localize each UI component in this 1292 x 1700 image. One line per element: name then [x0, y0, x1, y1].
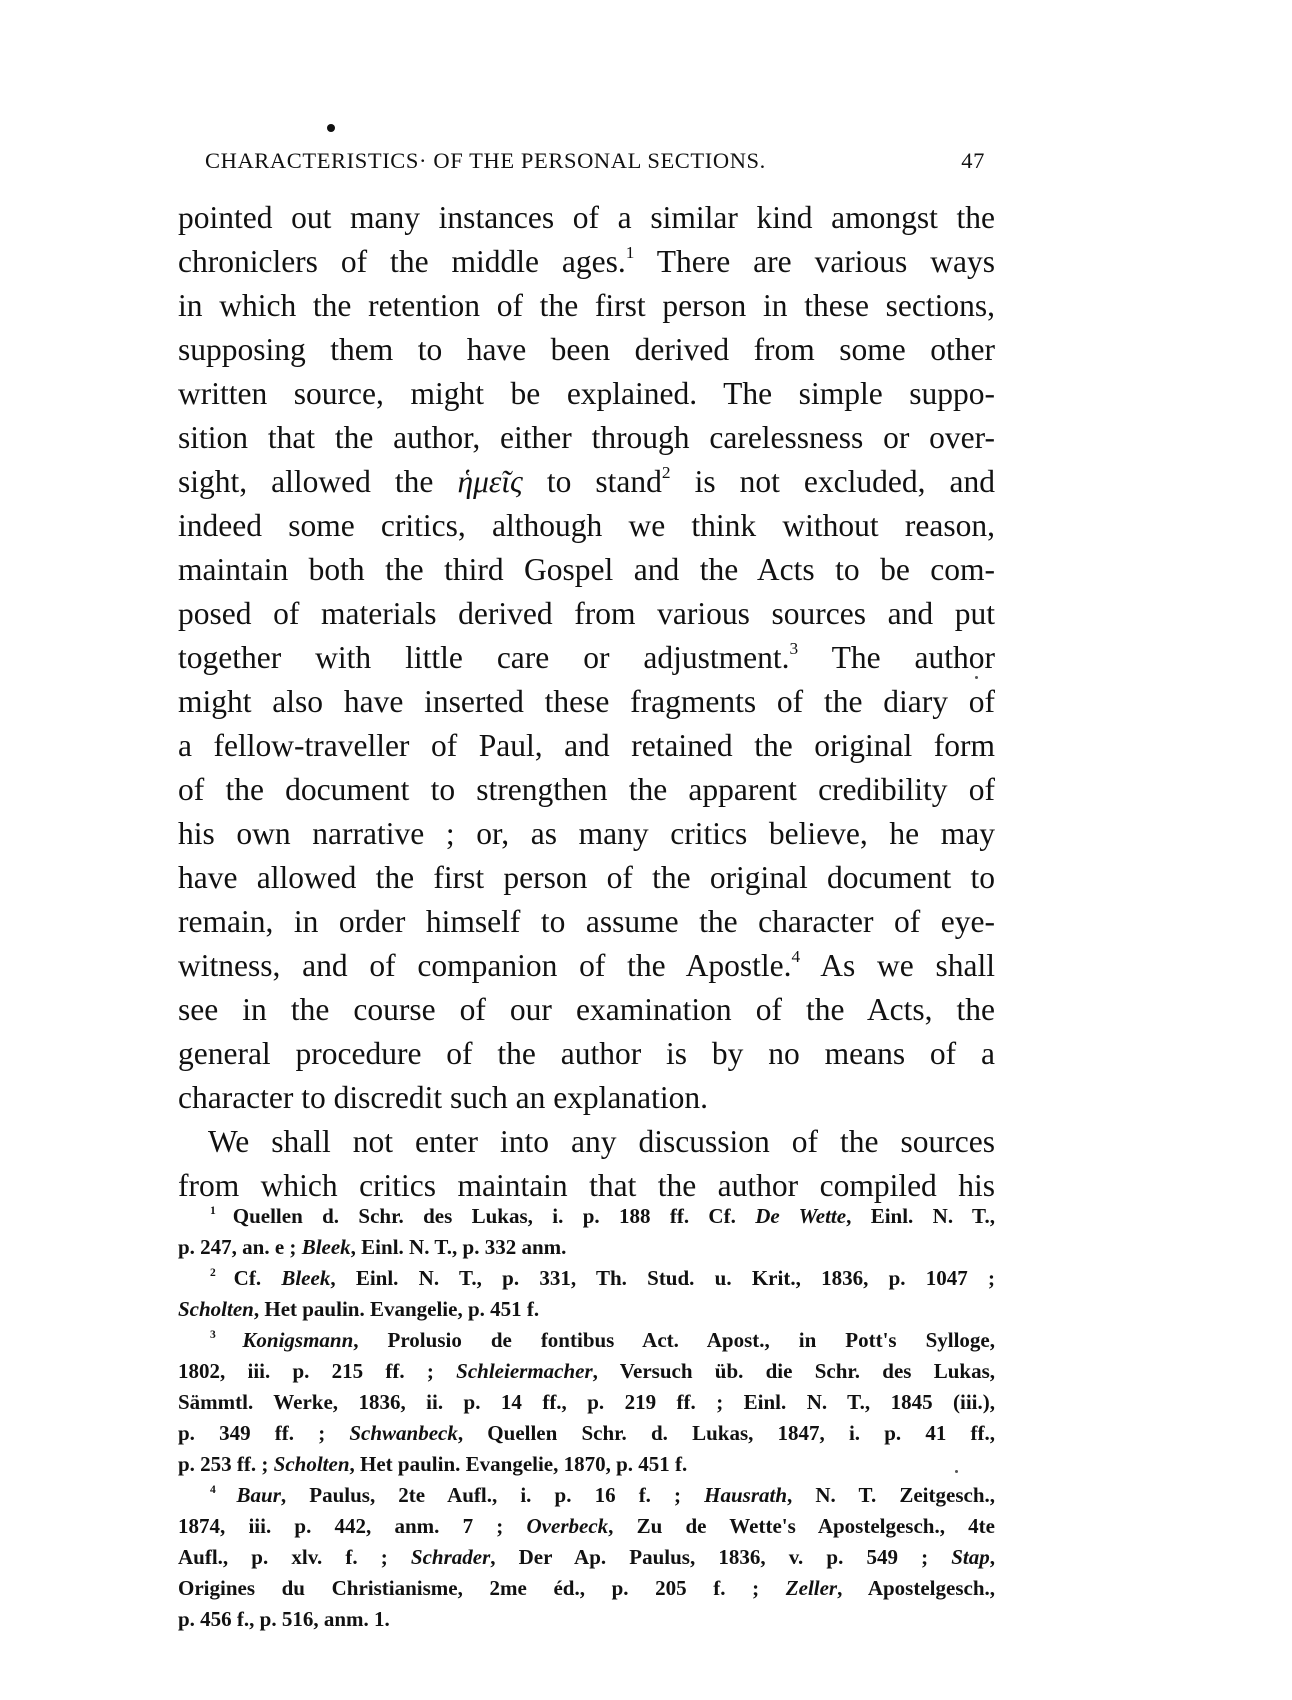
text-run: sight, allowed the [178, 464, 458, 499]
text-run: sition that the author, either through carelessness or over- [178, 420, 995, 455]
footnote-number: 4 [210, 1483, 237, 1496]
footnote-number: 1 [210, 1204, 233, 1217]
cited-author: Zeller [785, 1576, 838, 1600]
text-run: is not excluded, and [670, 464, 995, 499]
text-run: supposing them to have been derived from some other [178, 332, 995, 367]
text-run: a fellow-traveller of Paul, and retained the original form [178, 728, 995, 763]
text-line [178, 680, 995, 724]
text-line [178, 1032, 995, 1076]
footnote-line [178, 1294, 995, 1325]
text-line [178, 372, 995, 416]
text-run: from which critics maintain that the author compiled his [178, 1168, 995, 1203]
footnote-text: Sämmtl. Werke, 1836, ii. p. 14 ff., p. 219 ff. ; Einl. N. T., 1845 (iii.), [178, 1390, 995, 1414]
footnote-text: , Einl. N. T., [846, 1204, 995, 1228]
footnote-text: , Apostelgesch., [837, 1576, 995, 1600]
footnotes [178, 1201, 995, 1635]
text-run: chroniclers of the middle ages. [178, 244, 626, 279]
text-run: of the document to strengthen the apparent credibility of [178, 772, 995, 807]
text-line [178, 1076, 995, 1120]
footnote-text: , Prolusio de fontibus Act. Apost., in Pott's Sylloge, [353, 1328, 995, 1352]
text-line [178, 812, 995, 856]
text-line [178, 856, 995, 900]
footnote-ref: 1 [625, 243, 635, 263]
footnote-text: p. 456 f., p. 516, anm. 1. [178, 1607, 390, 1631]
text-line [178, 416, 995, 460]
footnote-text: Quellen d. Schr. des Lukas, i. p. 188 ff. Cf. [232, 1204, 756, 1228]
greek-word: ἡμεῖς [457, 464, 523, 499]
text-line [178, 504, 995, 548]
text-line [178, 284, 995, 328]
running-header [205, 136, 985, 172]
text-run: There are various ways [634, 244, 995, 279]
text-run: written source, might be explained. The simple suppo- [178, 376, 995, 411]
footnote-line [178, 1356, 995, 1387]
cited-author: Scholten [273, 1452, 350, 1476]
text-line [178, 636, 995, 680]
text-line [178, 196, 995, 240]
footnote-ref: 4 [791, 947, 801, 967]
text-line [178, 548, 995, 592]
text-line [178, 900, 995, 944]
cited-author: Schwanbeck [349, 1421, 458, 1445]
footnote-text: 1874, iii. p. 442, anm. 7 ; [178, 1514, 527, 1538]
text-run: character to discredit such an explanation. [178, 1080, 709, 1115]
text-run: posed of materials derived from various sources and put [178, 596, 995, 631]
footnote-line [178, 1604, 995, 1635]
cited-author: Bleek [301, 1235, 351, 1259]
footnote-line [178, 1449, 995, 1480]
footnote-text: p. 349 ff. ; [178, 1421, 350, 1445]
cited-author: Overbeck [526, 1514, 609, 1538]
cited-author: De Wette [755, 1204, 847, 1228]
footnote-line [178, 1573, 995, 1604]
footnote-text: , Quellen Schr. d. Lukas, 1847, i. p. 41 ff., [457, 1421, 995, 1445]
footnote-text: , Het paulin. Evangelie, p. 451 f. [253, 1297, 540, 1321]
footnote-line [178, 1511, 995, 1542]
footnote-ref: 2 [661, 463, 671, 483]
text-run: together with little care or adjustment. [178, 640, 790, 675]
text-run: pointed out many instances of a similar kind amongst the [178, 200, 995, 235]
text-run: see in the course of our examination of the Acts, the [178, 992, 995, 1027]
text-run: witness, and of companion of the Apostle. [178, 948, 792, 983]
footnote-text: 1802, iii. p. 215 ff. ; [178, 1359, 457, 1383]
footnote-line [178, 1387, 995, 1418]
footnote-line [178, 1325, 995, 1356]
cited-author: Hausrath [704, 1483, 788, 1507]
text-run: indeed some critics, although we think without reason, [178, 508, 995, 543]
text-line [178, 988, 995, 1032]
text-run: to stand [522, 464, 662, 499]
text-line [178, 1120, 995, 1164]
footnote-text: Aufl., p. xlv. f. ; [178, 1545, 411, 1569]
page-number: 47 [961, 148, 985, 173]
footnote-line [178, 1418, 995, 1449]
text-run: As we shall [800, 948, 995, 983]
footnote-text: , Versuch üb. die Schr. des Lukas, [592, 1359, 995, 1383]
scan-speck [955, 1470, 958, 1473]
footnote-text: , Het paulin. Evangelie, 1870, p. 451 f. [349, 1452, 688, 1476]
cited-author: Baur [236, 1483, 281, 1507]
text-run: remain, in order himself to assume the character of eye- [178, 904, 995, 939]
text-run: maintain both the third Gospel and the Acts to be com- [178, 552, 995, 587]
footnote-text: , Zu de Wette's Apostelgesch., 4te [608, 1514, 995, 1538]
body-text [178, 196, 995, 1208]
footnote-number: 3 [210, 1328, 243, 1341]
cited-author: Bleek [281, 1266, 331, 1290]
text-line [178, 944, 995, 988]
cited-author: Schleiermacher [456, 1359, 593, 1383]
scan-speck [975, 676, 978, 679]
text-line [178, 328, 995, 372]
text-line [178, 592, 995, 636]
footnote-text: p. 253 ff. ; [178, 1452, 274, 1476]
cited-author: Konigsmann [242, 1328, 354, 1352]
footnote-text: , Der Ap. Paulus, 1836, v. p. 549 ; [490, 1545, 952, 1569]
text-run: his own narrative ; or, as many critics believe, he may [178, 816, 995, 851]
text-line [178, 240, 995, 284]
text-run: have allowed the first person of the original document to [178, 860, 995, 895]
running-title: CHARACTERISTICS· OF THE PERSONAL SECTIONS. [205, 148, 766, 173]
footnote-text: , N. T. Zeitgesch., [787, 1483, 995, 1507]
footnote-ref: 3 [789, 639, 799, 659]
cited-author: Scholten [178, 1297, 254, 1321]
footnote-line [178, 1542, 995, 1573]
footnote-text: Cf. [233, 1266, 282, 1290]
text-run: We shall not enter into any discussion of the sources [208, 1124, 995, 1159]
text-run: general procedure of the author is by no means of a [178, 1036, 995, 1071]
print-speck [327, 124, 335, 132]
footnote-number: 2 [210, 1266, 234, 1279]
footnote-text: Origines du Christianisme, 2me éd., p. 205 f. ; [178, 1576, 786, 1600]
text-run: The author [798, 640, 995, 675]
cited-author: Schrader [410, 1545, 491, 1569]
footnote-text: , [989, 1545, 995, 1569]
cited-author: Stap [951, 1545, 990, 1569]
footnote-text: p. 247, an. e ; [178, 1235, 302, 1259]
text-line [178, 724, 995, 768]
text-line [178, 460, 995, 504]
footnote-text: , Einl. N. T., p. 332 anm. [350, 1235, 567, 1259]
text-run: might also have inserted these fragments of the diary of [178, 684, 995, 719]
text-run: in which the retention of the first person in these sections, [178, 288, 995, 323]
footnote-line [178, 1263, 995, 1294]
footnote-line [178, 1480, 995, 1511]
footnote-text: , Einl. N. T., p. 331, Th. Stud. u. Krit., 1836, p. 1047 ; [330, 1266, 995, 1290]
footnote-line [178, 1232, 995, 1263]
footnote-text: , Paulus, 2te Aufl., i. p. 16 f. ; [280, 1483, 705, 1507]
text-line [178, 768, 995, 812]
footnote-line [178, 1201, 995, 1232]
